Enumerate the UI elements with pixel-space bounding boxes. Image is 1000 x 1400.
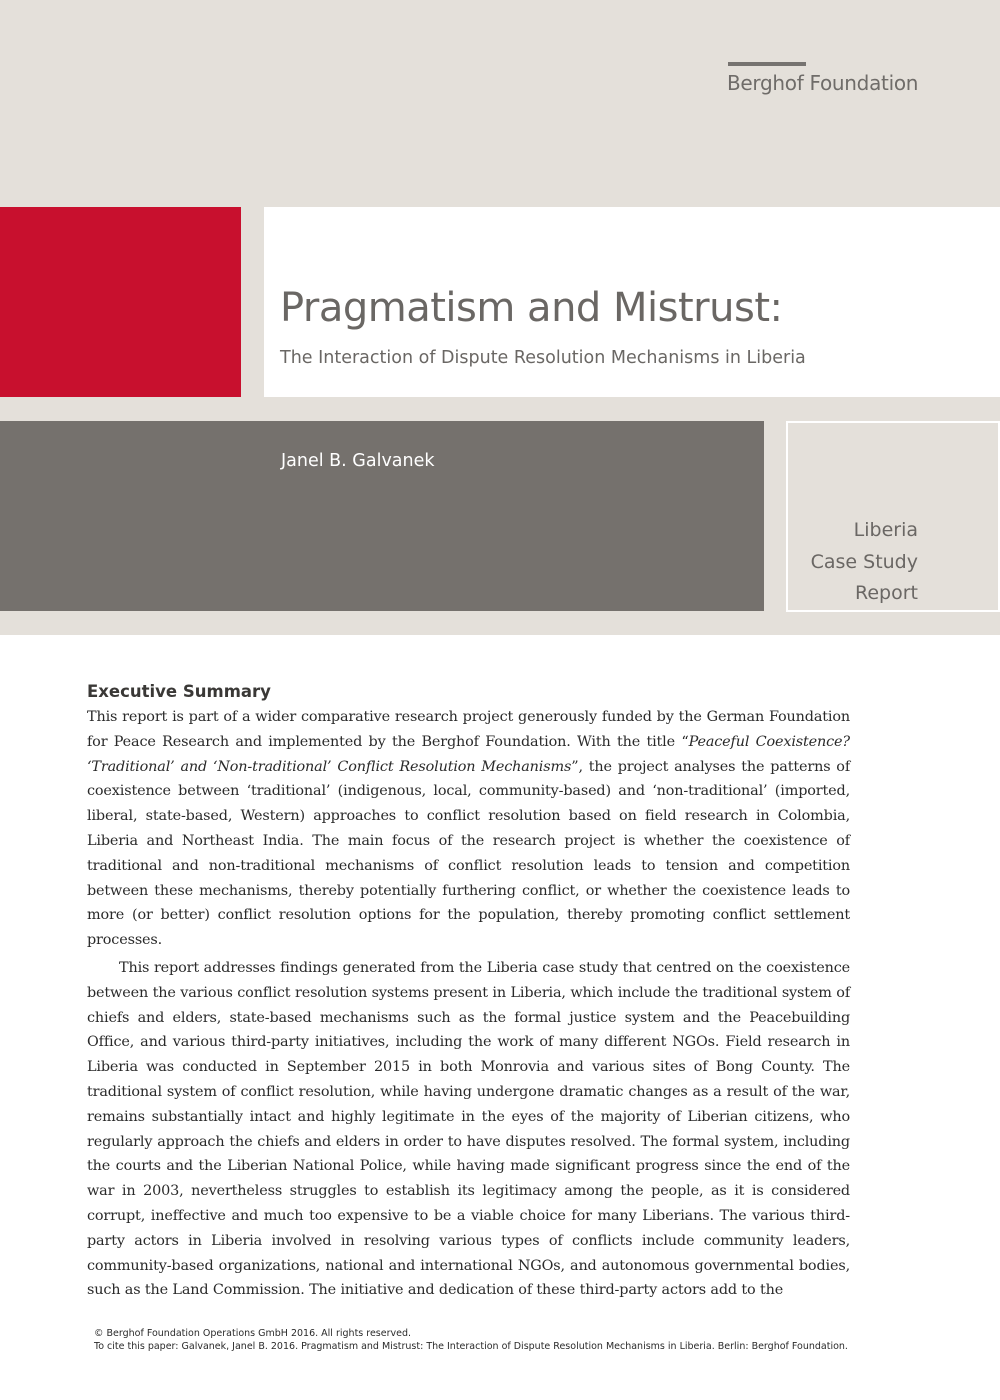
document-type-panel — [786, 421, 1000, 612]
author-panel — [0, 421, 764, 611]
project-title-italic: Peaceful Coexistence? ‘Traditional’ and ‘Non-traditional’ Conflict Resolution Mechanisms — [87, 733, 850, 775]
page-title: Pragmatism and Mistrust: — [280, 285, 783, 331]
logo-bar — [728, 62, 806, 66]
footer — [94, 1327, 854, 1353]
logo-text: Berghof Foundation — [727, 71, 919, 95]
document-type-line: Case Study — [810, 550, 918, 573]
paragraph-text: ”, the project analyses the patterns of coexistence between ‘traditional’ (indigenous, local, community-based) and ‘non-traditional’ (imported, liberal, state-based, Western) approaches to conflict resolution based on field research in Colombia, Liberia and Northeast India. The main focus of the research project is whether the coexistence of traditional and non-traditional mechanisms of conflict resolution leads to tension and competition between these mechanisms, thereby potentially furthering conflict, or whether the coexistence leads to more (or better) conflict resolution options for the population, thereby promoting conflict settlement processes. — [87, 758, 850, 949]
paragraph-text: This report is part of a wider comparative research project generously funded by the German Foundation for Peace Research and implemented by the Berghof Foundation. With the title “ — [87, 709, 850, 750]
summary-paragraph-2: This report addresses findings generated from the Liberia case study that centred on the coexistence between the various conflict resolution systems present in Liberia, which include the traditional system of chiefs and elders, state-based mechanisms such as the formal justice system and the Peacebuilding Office, and various third-party initiatives, including the work of many different NGOs. Field research in Liberia was conducted in September 2015 in both Monrovia and various sites of Bong County. The traditional system of conflict resolution, while having undergone dramatic changes as a result of the war, remains substantially intact and highly legitimate in the eyes of the majority of Liberian citizens, who regularly approach the chiefs and elders in order to have disputes resolved. The formal system, including the courts and the Liberian National Police, while having made significant progress since the end of the war in 2003, nevertheless struggles to establish its legitimacy among the people, as it is considered corrupt, ineffective and much too expensive to be a viable choice for many Liberians. The various third-party actors in Liberia involved in resolving various types of conflicts include community leaders, community-based organizations, national and international NGOs, and autonomous governmental bodies, such as the Land Commission. The initiative and dedication of these third-party actors add to the — [87, 959, 850, 1299]
copyright-notice: © Berghof Foundation Operations GmbH 2016. All rights reserved. — [94, 1328, 412, 1339]
section-heading: Executive Summary — [87, 682, 271, 701]
berghof-logo — [727, 62, 922, 95]
document-type-line: Report — [855, 582, 918, 604]
page-subtitle: The Interaction of Dispute Resolution Mechanisms in Liberia — [280, 348, 806, 368]
executive-summary — [87, 682, 850, 1303]
document-type-line: Liberia — [853, 519, 918, 541]
citation-notice: To cite this paper: Galvanek, Janel B. 2016. Pragmatism and Mistrust: The Interaction of Dispute Resolution Mechanisms in Liberia. Berlin: Berghof Foundation. — [94, 1341, 848, 1352]
header-band — [0, 0, 1000, 635]
summary-paragraph-1 — [87, 705, 850, 953]
author-name: Janel B. Galvanek — [281, 451, 435, 471]
title-panel — [264, 207, 1000, 397]
accent-red-block — [0, 207, 241, 397]
document-type — [811, 515, 918, 610]
